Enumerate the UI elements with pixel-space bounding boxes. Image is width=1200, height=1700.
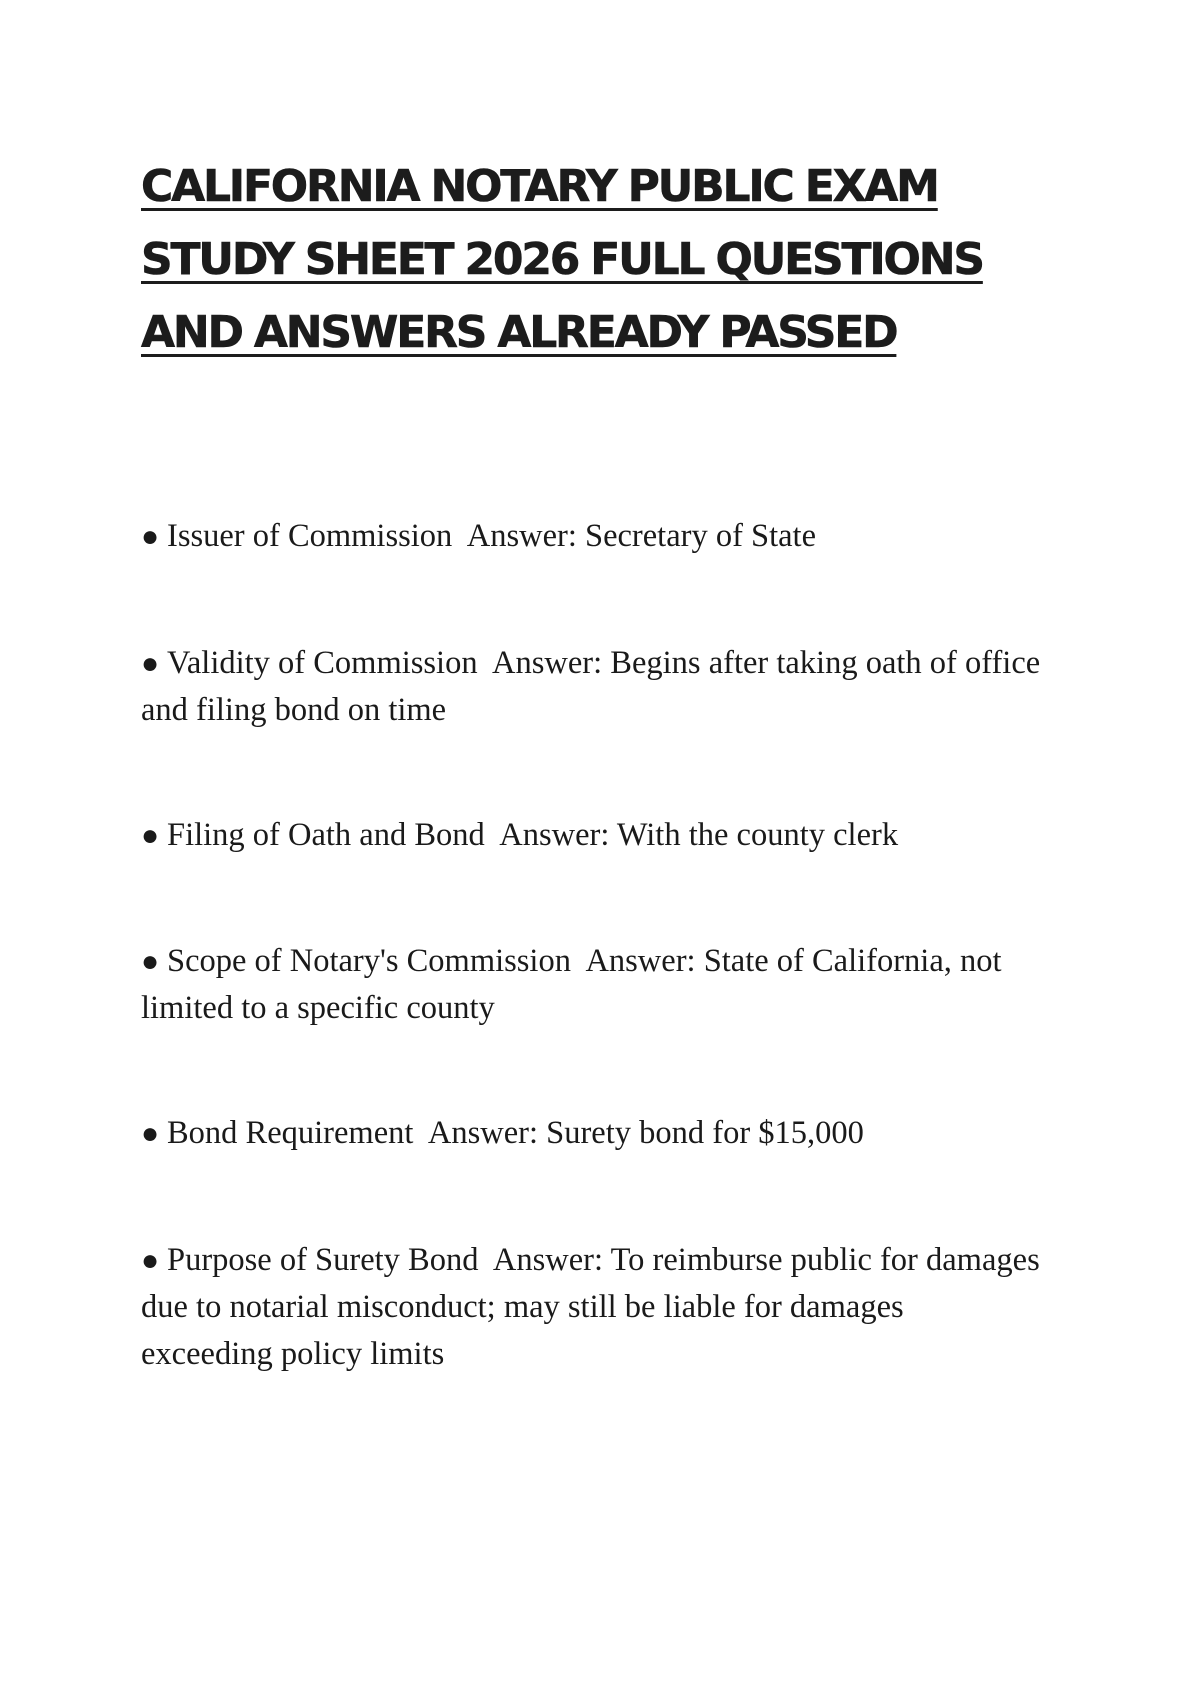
- qa-answer: With the county clerk: [616, 817, 899, 853]
- qa-term: Bond Requirement: [167, 1115, 414, 1151]
- answer-label: Answer:: [492, 645, 603, 681]
- answer-label: Answer:: [499, 817, 610, 853]
- answer-label: Answer:: [585, 943, 696, 979]
- qa-answer: Begins after taking oath of office and filing bond on time: [141, 645, 1041, 728]
- qa-term: Validity of Commission: [167, 645, 478, 681]
- answer-label: Answer:: [466, 518, 577, 554]
- answer-label: Answer:: [427, 1115, 539, 1151]
- qa-item-bond-requirement: [141, 1110, 1041, 1157]
- qa-term: Filing of Oath and Bond: [167, 817, 485, 853]
- qa-answer: Secretary of State: [585, 518, 817, 554]
- document-title: CALIFORNIA NOTARY PUBLIC EXAM STUDY SHEET 2026 FULL QUESTIONS AND ANSWERS ALREADY PASSED: [141, 161, 983, 358]
- qa-item-filing: [141, 812, 1041, 859]
- bullet-icon: ●: [141, 647, 160, 680]
- qa-answer: State of California, not limited to a specific county: [141, 943, 1002, 1026]
- qa-answer: To reimburse public for damages due to notarial misconduct; may still be liable for damages exceeding policy limits: [141, 1242, 1040, 1372]
- bullet-icon: ●: [141, 819, 160, 852]
- qa-term: Purpose of Surety Bond: [167, 1242, 479, 1278]
- bullet-icon: ●: [141, 945, 160, 978]
- qa-answer: Surety bond for $15,000: [546, 1115, 864, 1151]
- qa-item-issuer: [141, 513, 1041, 560]
- qa-item-surety-purpose: [141, 1237, 1041, 1378]
- bullet-icon: ●: [141, 1244, 160, 1277]
- qa-term: Scope of Notary's Commission: [167, 943, 571, 979]
- qa-term: Issuer of Commission: [167, 518, 453, 554]
- bullet-icon: ●: [141, 520, 160, 553]
- bullet-icon: ●: [141, 1117, 160, 1150]
- qa-item-validity: [141, 640, 1041, 734]
- answer-label: Answer:: [492, 1242, 604, 1278]
- qa-item-scope: [141, 938, 1041, 1032]
